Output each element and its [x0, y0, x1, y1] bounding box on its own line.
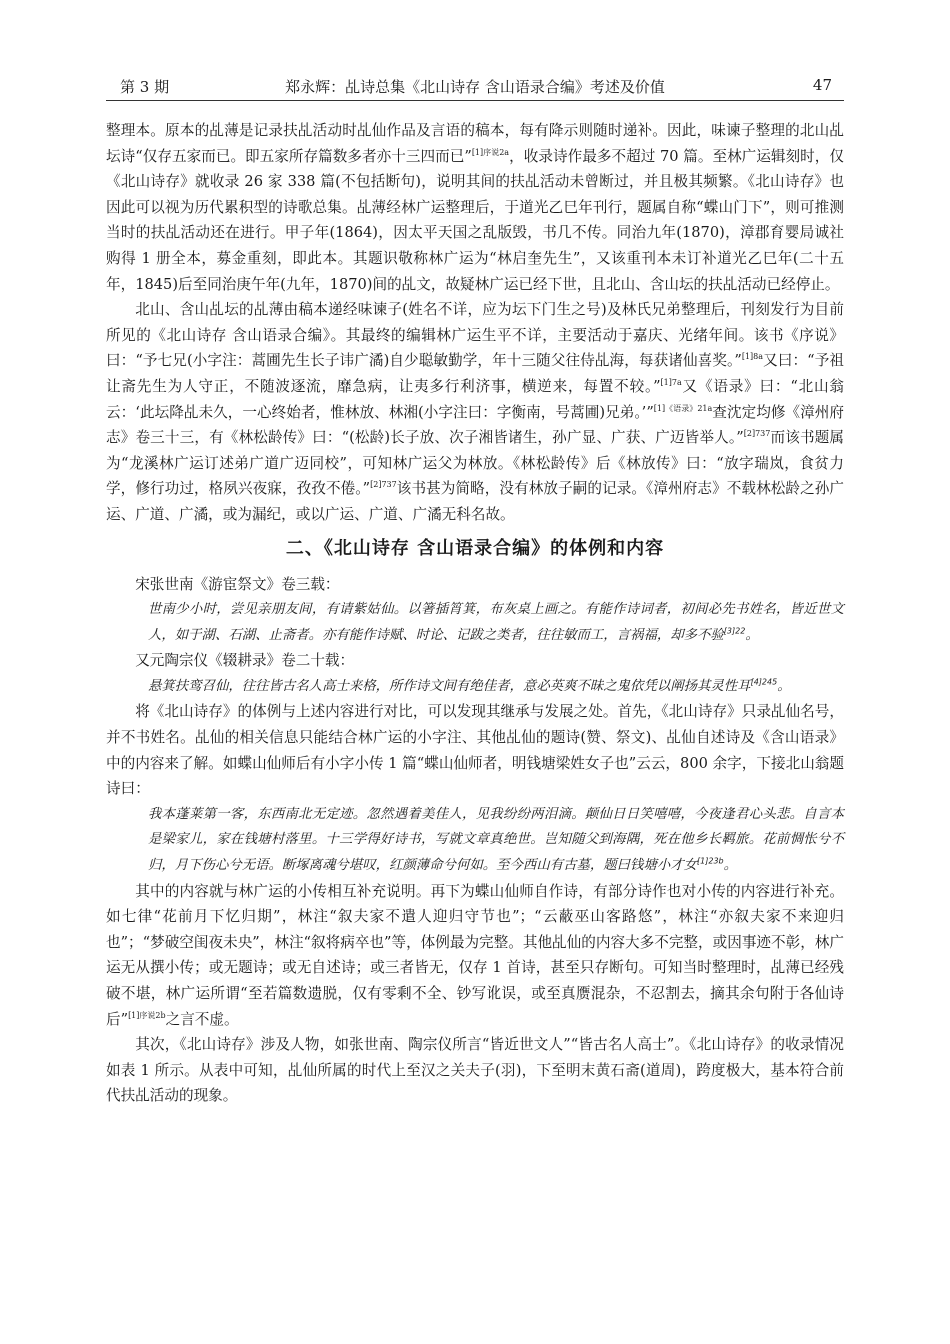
citation: [1]7a [660, 378, 682, 388]
block-quote-3 [106, 802, 844, 879]
section-heading: 二、《北山诗存 含山语录合编》的体例和内容 [285, 537, 665, 559]
paragraph-4: 其中的内容就与林广运的小传相互补充说明。再下为蝶山仙师自作诗，有部分诗作也对小传的内容进行补充。如七律“花前月下忆归期”，林注“叙夫家不遣人迎归守节也”；“云蔽巫山客路悠”，林注“亦叙夫家不来迎归也”；“梦破空闺夜未央”，林注“叙将病卒也”等，体例最为完整。其他乩仙的内容大多不完整，或因事迹不彰，林广运无从撰小传；或无题诗；或无自述诗；或三者皆无，仅存 1 首诗，甚至只存断句。可知当时整理时，乩薄已经残破不堪，林广运所谓“至若篇数遗脱，仅有零剩不全、钞写讹误，或至真赝混杂，不忍割去，摘其余句附于各仙诗后”$^{[1]序说2b}$之言不虚。 [106, 882, 844, 1028]
paragraph-2: 北山、含山乩坛的乩薄由稿本递经味谏子(姓名不详，应为坛下门生之号)及林氏兄弟整理后，刊刻发行为目前所见的《北山诗存 含山语录合编》。其最终的编辑林广运生平不详，主要活动于嘉庆、光绪年间。该书《序说》曰：“予七兄(小字注：蒿圃先生长子讳广潏)自少聪敏勤学，年十三随父往侍乩海，每获诸仙喜奖。”$^{[1]8a}$又曰：“予祖让斋先生为人守正，不随波逐流，靡急病，让夷多行利济事，横逆来，每置不较。”$^{[1]7a}$又《语录》曰：“北山翁云：‘此坛降乩未久，一心终始者，惟林放、林湘(小字注曰：字衡南，号蒿圃)兄弟。’”$^{[1]《语录》21a}$查沈定均修《漳州府志》卷三十三，有《林松龄传》曰：“(松龄)长子放、次子湘皆诸生，孙广显、广获、广迈皆举人。”$^{[2]737}$而该书题属为“龙溪林广运订述弟广道广迈同校”，可知林广运父为林放。《林松龄传》后《林放传》曰：“放字瑞岚，食贫力学，修行功过，格夙兴夜寐，孜孜不倦。”$^{[2]737}$该书甚为简略，没有林放子嗣的记录。《漳州府志》不载林松龄之孙广运、广道、广潏，或为漏纪，或以广运、广道、广潏无科名故。 [106, 301, 844, 523]
citation: [1]《语录》21a [653, 403, 713, 413]
block-quote-1 [106, 597, 844, 648]
paragraph-3: 将《北山诗存》的体例与上述内容进行对比，可以发现其继承与发展之处。首先，《北山诗存》只录乩仙名号，并不书姓名。乩仙的相关信息只能结合林广运的小字注、其他乩仙的题诗(赞、祭文)、乩仙自述诗及《含山语录》中的内容来了解。如蝶山仙师后有小字小传 1 篇“蝶山仙师者，明钱塘梁姓女子也”云云，800 余字，下接北山翁题诗曰： [106, 703, 844, 798]
quote-intro-2: 又元陶宗仪《辍耕录》卷二十载： [135, 652, 355, 670]
citation: [1]序说2b [128, 1010, 166, 1020]
citation: [2]737 [743, 429, 771, 439]
citation: [1]23b [697, 856, 724, 866]
running-title: 郑永辉：乩诗总集《北山诗存 含山语录合编》考述及价值 [285, 78, 665, 96]
citation: [3]22 [723, 626, 746, 636]
quote-text: 我本蓬莱第一客，东西南北无定迹。忽然遇着美佳人，见我纷纷两泪滴。颠仙日日笑嘻嘻，今夜逢君心头悲。自言本是梁家儿，家在钱塘村落里。十三学得好诗书，写就文章真绝世。岂知随父到海隅，死在他乡长羁旅。花前惆怅兮不归，月下伤心兮无语。断塚离魂兮堪叹，红颜薄命兮何如。至今西山有古墓，题曰钱塘小才女$^{[1]23b}$。 [148, 806, 844, 874]
quote-text: 世南少小时，尝见亲朋友间，有请紫姑仙。以箸插筲箕，布灰桌上画之。有能作诗词者，初间必先书姓名，皆近世文人，如于湖、石湖、止斋者。亦有能作诗赋、时论、记跋之类者，往往敏而工，言祸福，却多不验$^{[3]22}$。 [148, 602, 844, 643]
issue-label: 第 3 期 [120, 78, 170, 96]
paragraph-5: 其次，《北山诗存》涉及人物，如张世南、陶宗仪所言“皆近世文人”“皆古名人高士”。《北山诗存》的收录情况如表 1 所示。从表中可知，乩仙所属的时代上至汉之关夫子(羽)，下至明末黄石斋(道周)，跨度极大，基本符合前代扶乩活动的现象。 [106, 1036, 844, 1105]
quote-text: 悬箕扶鸾召仙，往往皆古名人高士来格，所作诗文间有绝佳者，意必英爽不昧之鬼依凭以阐扬其灵性耳$^{[4]245}$。 [148, 677, 791, 694]
citation: [4]245 [750, 677, 778, 687]
citation: [2]737 [370, 480, 397, 490]
quote-intro-1: 宋张世南《游宦祭文》卷三载： [135, 575, 340, 593]
running-header [106, 66, 844, 101]
page-number: 47 [812, 76, 832, 94]
paragraph-1: 整理本。原本的乩薄是记录扶乩活动时乩仙作品及言语的稿本，每有降示则随时递补。因此，味谏子整理的北山乩坛诗“仅存五家而已。即五家所存篇数多者亦十三四而已”$^{[1]序说2a}$，收录诗作最多不超过 70 篇。至林广运辑刻时，仅《北山诗存》就收录 26 家 338 篇(不包括断句)，说明其间的扶乩活动未曾断过，并且极其频繁。《北山诗存》也因此可以视为历代累积型的诗歌总集。乩薄经林广运整理后，于道光乙巳年刊行，题属自称“蝶山门下”，则可推测当时的扶乩活动还在进行。甲子年(1864)，因太平天国之乱版毁，书几不传。同治九年(1870)，漳郡育婴局诚社购得 1 册全本，募金重刻，即此本。其题识敬称林广运为“林启奎先生”，又该重刊本未订补道光乙巳年(二十五年，1845)后至同治庚午年(九年，1870)间的乩文，故疑林广运已经下世，且北山、含山坛的扶乩活动已经停止。 [106, 122, 844, 293]
citation: [1]序说2a [471, 147, 510, 157]
block-quote-2 [106, 674, 844, 700]
citation: [1]8a [741, 352, 764, 362]
article-body [106, 118, 844, 1109]
